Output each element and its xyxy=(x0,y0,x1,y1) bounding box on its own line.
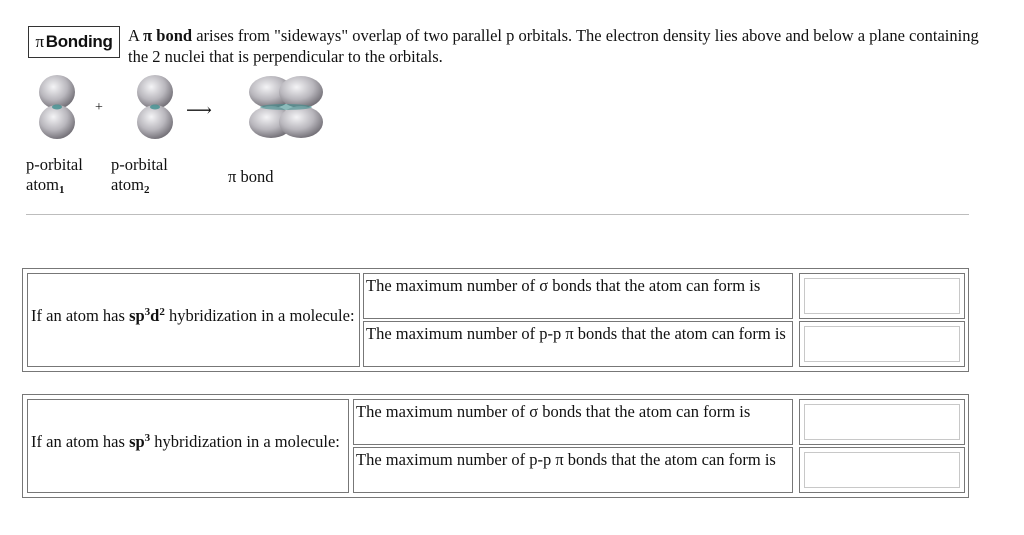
label-p-orbital-atom2: p-orbital atom$_2$ xyxy=(111,155,168,196)
p-orbital-1-icon xyxy=(39,75,75,139)
answer-input-pi-1[interactable] xyxy=(804,326,960,362)
answer-input-pi-2[interactable] xyxy=(804,452,960,488)
badge-label: Bonding xyxy=(45,32,113,51)
intro-rest: arises from "sideways" overlap of two parallel p orbitals. The electron density lies above and below a plane containing the 2 nuclei that is perpendicular to the orbitals. xyxy=(128,26,979,66)
hybridization-prompt-2: If an atom has $sp^3$ hybridization in a molecule: xyxy=(27,399,349,493)
answer-input-sigma-2[interactable] xyxy=(804,404,960,440)
hybridization-prompt-1: If an atom has $sp^3d^2$ hybridization in a molecule: xyxy=(27,273,360,367)
question-pi-bonds-1: The maximum number of p-p π bonds that the atom can form is xyxy=(363,321,793,367)
intro-prefix: A xyxy=(128,26,144,45)
p-orbital-2-icon xyxy=(137,75,173,139)
intro-bold: π bond xyxy=(143,26,193,45)
reaction-arrow-icon: ⟶ xyxy=(186,100,212,120)
answer-cell-pi-2 xyxy=(799,447,965,493)
question-table-2 xyxy=(22,394,969,498)
answer-cell-pi-1 xyxy=(799,321,965,367)
answer-input-sigma-1[interactable] xyxy=(804,278,960,314)
question-sigma-bonds-2: The maximum number of σ bonds that the atom can form is xyxy=(353,399,793,445)
divider xyxy=(26,214,969,215)
question-table-1 xyxy=(22,268,969,372)
answer-cell-sigma-2 xyxy=(799,399,965,445)
pi-symbol: π xyxy=(35,32,44,51)
pi-bond-icon xyxy=(249,76,323,138)
answer-cell-sigma-1 xyxy=(799,273,965,319)
orbital-diagram xyxy=(20,70,340,150)
question-sigma-bonds-1: The maximum number of σ bonds that the atom can form is xyxy=(363,273,793,319)
question-pi-bonds-2: The maximum number of p-p π bonds that the atom can form is xyxy=(353,447,793,493)
pi-bonding-badge xyxy=(28,26,120,58)
label-p-orbital-atom1: p-orbital atom$_1$ xyxy=(26,155,83,196)
label-pi-bond: π bond xyxy=(228,167,274,186)
intro-paragraph xyxy=(128,25,998,67)
plus-sign: + xyxy=(95,100,103,115)
